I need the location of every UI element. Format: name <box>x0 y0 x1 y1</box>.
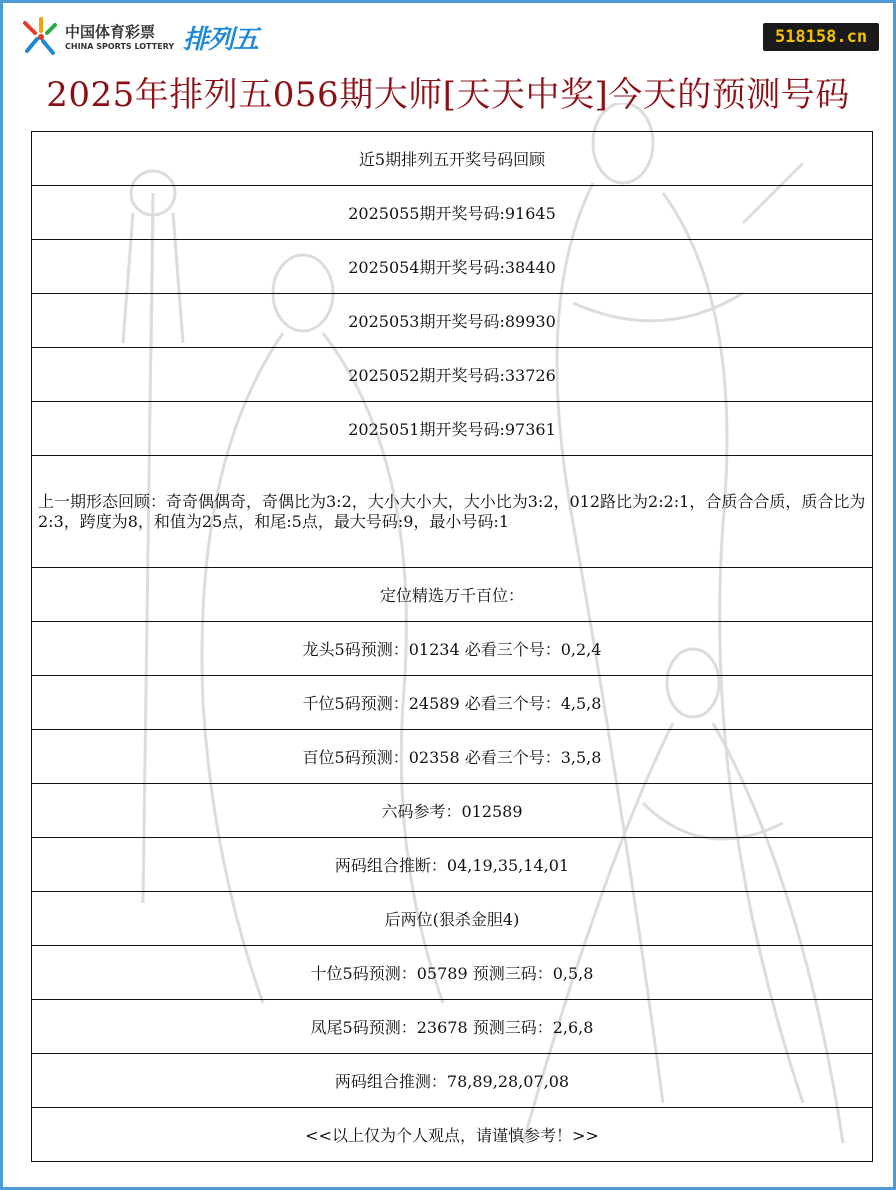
site-badge[interactable]: 518158.cn <box>763 23 879 51</box>
table-cell: 2025051期开奖号码:97361 <box>32 402 873 456</box>
table-row <box>32 1054 873 1108</box>
header <box>3 3 893 63</box>
table-row <box>32 240 873 294</box>
table-cell: 2025053期开奖号码:89930 <box>32 294 873 348</box>
table-row <box>32 568 873 622</box>
table-cell: 凤尾5码预测：23678 预测三码：2,6,8 <box>32 1000 873 1054</box>
table-row <box>32 186 873 240</box>
table-cell: 两码组合推断：04,19,35,14,01 <box>32 838 873 892</box>
table-cell: 六码参考：012589 <box>32 784 873 838</box>
table-cell: 2025055期开奖号码:91645 <box>32 186 873 240</box>
table-row <box>32 784 873 838</box>
table-row <box>32 838 873 892</box>
table-row <box>32 348 873 402</box>
disclaimer-cell: <<以上仅为个人观点，请谨慎参考！>> <box>32 1108 873 1162</box>
table-row <box>32 456 873 568</box>
table-row <box>32 402 873 456</box>
table-row <box>32 730 873 784</box>
table-cell: 百位5码预测：02358 必看三个号：3,5,8 <box>32 730 873 784</box>
table-row <box>32 1000 873 1054</box>
logo-chinese-text: 中国体育彩票 <box>65 23 156 41</box>
table-cell: 近5期排列五开奖号码回顾 <box>32 132 873 186</box>
table-row <box>32 676 873 730</box>
table-row <box>32 892 873 946</box>
table-row <box>32 622 873 676</box>
lottery-logo-icon <box>21 17 61 57</box>
prediction-table <box>31 131 873 1162</box>
table-cell: 2025054期开奖号码:38440 <box>32 240 873 294</box>
table-row <box>32 1108 873 1162</box>
table-cell: 千位5码预测：24589 必看三个号：4,5,8 <box>32 676 873 730</box>
table-cell: 两码组合推测：78,89,28,07,08 <box>32 1054 873 1108</box>
page-title: 2025年排列五056期大师[天天中奖]今天的预测号码 <box>46 75 850 115</box>
china-sports-lottery-logo <box>21 17 281 59</box>
table-row <box>32 294 873 348</box>
table-cell: 十位5码预测：05789 预测三码：0,5,8 <box>32 946 873 1000</box>
logo-game-name: 排列五 <box>183 25 259 55</box>
table-cell: 定位精选万千百位： <box>32 568 873 622</box>
table-cell: 后两位(狠杀金胆4) <box>32 892 873 946</box>
logo-english-text: CHINA SPORTS LOTTERY <box>65 42 175 51</box>
table-row <box>32 946 873 1000</box>
table-cell: 2025052期开奖号码:33726 <box>32 348 873 402</box>
table-cell: 龙头5码预测：01234 必看三个号：0,2,4 <box>32 622 873 676</box>
pattern-review-cell: 上一期形态回顾：奇奇偶偶奇，奇偶比为3:2，大小大小大，大小比为3:2，012路比为2:2:1，合质合合质，质合比为2:3，跨度为8，和值为25点，和尾:5点，最大号码:9，最小号码:1 <box>32 456 873 568</box>
table-row <box>32 132 873 186</box>
